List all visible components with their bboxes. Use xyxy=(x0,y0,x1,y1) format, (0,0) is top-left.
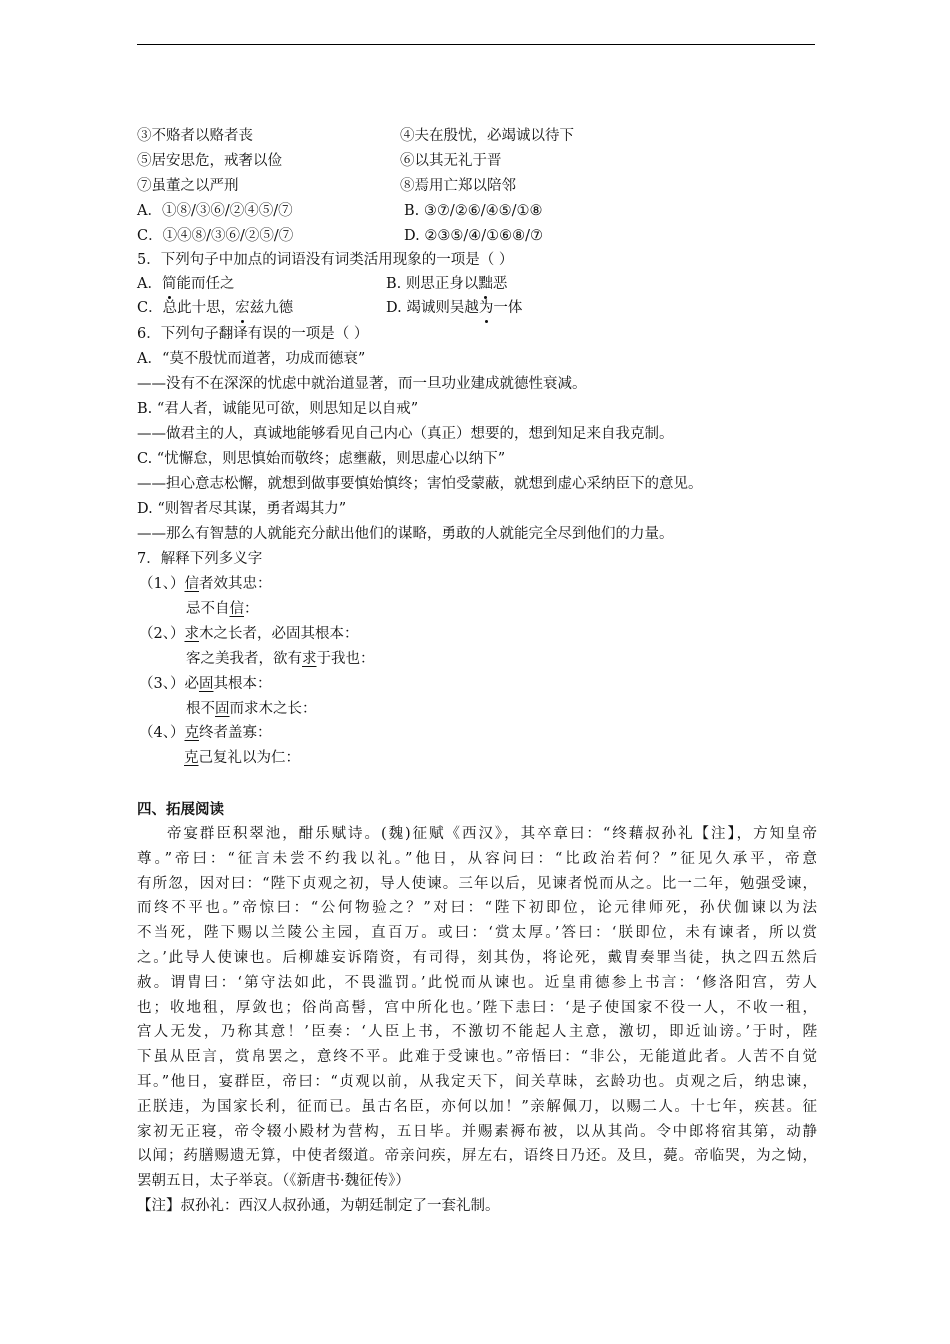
underlined-char: 求 xyxy=(184,626,199,642)
q4-option-a: A．①⑧/③⑥/②④⑤/⑦ xyxy=(137,203,293,219)
passage-line: 以闻；药膳赐遗无算，中使者缀道。帝亲问疾，屏左右，语终日乃还。及旦，薨。帝临哭，为之恸， xyxy=(137,1148,817,1165)
passage-line: 不当死，陛下赐以兰陵公主园，直百万。或曰：‘赏太厚。’答曰：‘朕即位，未有谏者，所以赏 xyxy=(137,925,817,942)
underlined-char: 信 xyxy=(229,601,244,617)
q4-option-d: D. ②③⑤/④/①⑥⑧/⑦ xyxy=(404,228,543,244)
underlined-char: 固 xyxy=(215,701,230,717)
passage-line: 而终不平也。”帝惊曰：“公何物验之？”对曰：“陛下初即位，论元律师死，孙伏伽谏以为法 xyxy=(137,900,817,917)
q7-stem: 7．解释下列多义字 xyxy=(137,551,263,567)
underlined-char: 信 xyxy=(184,576,199,592)
passage-line: 耳。”他日，宴群臣，帝曰：“贞观以前，从我定天下，间关草昧，玄龄功也。贞观之后，纳忠谏， xyxy=(137,1073,817,1090)
item-6: ⑥以其无礼于晋 xyxy=(400,153,502,169)
passage-line: 也；收地租，厚敛也；俗尚高髻，宫中所化也。’陛下恚曰：‘是子使国家不役一人，不收一租， xyxy=(137,999,817,1016)
q6-d-translation: ——那么有智慧的人就能充分献出他们的谋略，勇敢的人就能完全尽到他们的力量。 xyxy=(137,526,674,542)
underlined-char: 克 xyxy=(184,725,199,741)
item-5: ⑤居安思危，戒奢以俭 xyxy=(137,153,282,169)
passage-line: 赦。谓胄曰：‘第守法如此，不畏滥罚。’此悦而从谏也。近皇甫德参上书言：‘修洛阳宫，劳人 xyxy=(137,974,817,991)
q6-a-quote: A．“莫不殷忧而道著，功成而德衰” xyxy=(137,351,366,367)
passage-line: 有所忽，因对曰：“陛下贞观之初，导人使谏。三年以后，见谏者悦而从之。比一二年，勉强受谏， xyxy=(137,875,817,892)
q5-option-c: C．总此十思，宏兹九德 xyxy=(137,300,294,316)
q7-item-3-b: 根不固而求木之长： xyxy=(186,701,317,717)
q6-d-quote: D. “则智者尽其谋，勇者竭其力” xyxy=(137,501,347,517)
reading-passage xyxy=(137,822,817,1194)
q6-b-quote: B. “君人者，诚能见可欲，则思知足以自戒” xyxy=(137,401,419,417)
passage-line: 正朕违，为国家长利，征而已。虽古名臣，亦何以加！”亲解佩刀，以赐二人。十七年，疾甚。征 xyxy=(137,1098,817,1115)
q6-b-translation: ——做君主的人，真诚地能够看见自己内心（真正）想要的，想到知足来自我克制。 xyxy=(137,426,674,442)
dotted-char: 黜 xyxy=(478,276,493,292)
q7-item-1-a: （1、）信者效其忠： xyxy=(139,576,272,592)
header-rule xyxy=(137,44,815,45)
q5-stem: 5．下列句子中加点的词语没有词类活用现象的一项是（ ） xyxy=(137,252,514,268)
q5-option-a: A．简能而任之 xyxy=(137,276,235,292)
passage-line: 罢朝五日，太子举哀。（《新唐书·魏征传》） xyxy=(137,1173,410,1190)
passage-line: 宫人无发，乃称其意！’臣奏：‘人臣上书，不激切不能起人主意，激切，即近讪谤。’于时，陛 xyxy=(137,1024,817,1041)
item-7: ⑦虽董之以严刑 xyxy=(137,178,239,194)
underlined-char: 克 xyxy=(184,750,199,766)
section-heading: 四、拓展阅读 xyxy=(137,801,224,818)
q7-item-4-b: 克己复礼以为仁： xyxy=(177,748,300,768)
q7-item-2-b: 客之美我者，欲有求于我也： xyxy=(186,651,375,667)
item-8: ⑧焉用亡郑以陪邻 xyxy=(400,178,516,194)
q7-item-2-a: （2、）求木之长者，必固其根本： xyxy=(139,626,359,642)
underlined-char: 固 xyxy=(198,676,214,692)
q6-a-translation: ——没有不在深深的忧虑中就治道显著，而一旦功业建成就德性衰减。 xyxy=(137,376,587,392)
q4-option-b: B. ③⑦/②⑥/④⑤/①⑧ xyxy=(404,203,543,219)
q7-item-3-a: （3、）必固其根本： xyxy=(139,676,272,692)
underlined-char: 求 xyxy=(302,651,317,667)
q6-c-translation: ——担心意志松懈，就想到做事要慎始慎终；害怕受蒙蔽，就想到虚心采纳臣下的意见。 xyxy=(137,476,703,492)
dotted-char: 宏 xyxy=(235,300,250,316)
dotted-char: 简 xyxy=(161,276,177,292)
passage-line: 帝宴群臣积翠池，酣乐赋诗。(魏)征赋《西汉》，其卒章曰：“终藉叔孙礼【注】，方知皇帝 xyxy=(167,826,817,842)
passage-line: 之。’此导人使谏也。后柳雄妄诉隋资，有司得，刻其伪，将论死，戴胄奏罪当徒，执之四五然后 xyxy=(137,949,817,966)
q7-item-1-b: 忌不自信： xyxy=(186,601,259,617)
q5-option-b: B. 则思正身以黜恶 xyxy=(386,276,508,292)
q7-item-4-a: （4、）克终者盖寡： xyxy=(139,725,272,741)
passage-line: 家初无正寝，帝令辍小殿材为营构，五日毕。并赐素褥布被，以从其尚。令中郎将宿其第，动静 xyxy=(137,1123,817,1140)
passage-line: 下虽从臣言，赏帛罢之，意终不平。此难于受谏也。”帝悟曰：“非公，无能道此者。人苦不自觉 xyxy=(137,1049,817,1066)
dotted-char: 为 xyxy=(478,300,494,316)
q4-option-c: C．①④⑧/③⑥/②⑤/⑦ xyxy=(137,228,294,244)
item-3: ③不赂者以赂者丧 xyxy=(137,128,253,144)
q6-c-quote: C. “忧懈怠，则思慎始而敬终；虑壅蔽，则思虚心以纳下” xyxy=(137,451,506,467)
footnote: 【注】叔孙礼：西汉人叔孙通，为朝廷制定了一套礼制。 xyxy=(137,1198,500,1214)
q6-stem: 6．下列句子翻译有误的一项是（ ） xyxy=(137,326,369,342)
passage-line: 尊。”帝曰：“征言未尝不约我以礼。”他日，从容问曰：“比政治若何？”征见久承平，帝意 xyxy=(137,850,817,867)
q5-option-d: D. 竭诚则吴越为一体 xyxy=(386,300,523,316)
item-4: ④夫在殷忧，必竭诚以待下 xyxy=(400,128,574,144)
